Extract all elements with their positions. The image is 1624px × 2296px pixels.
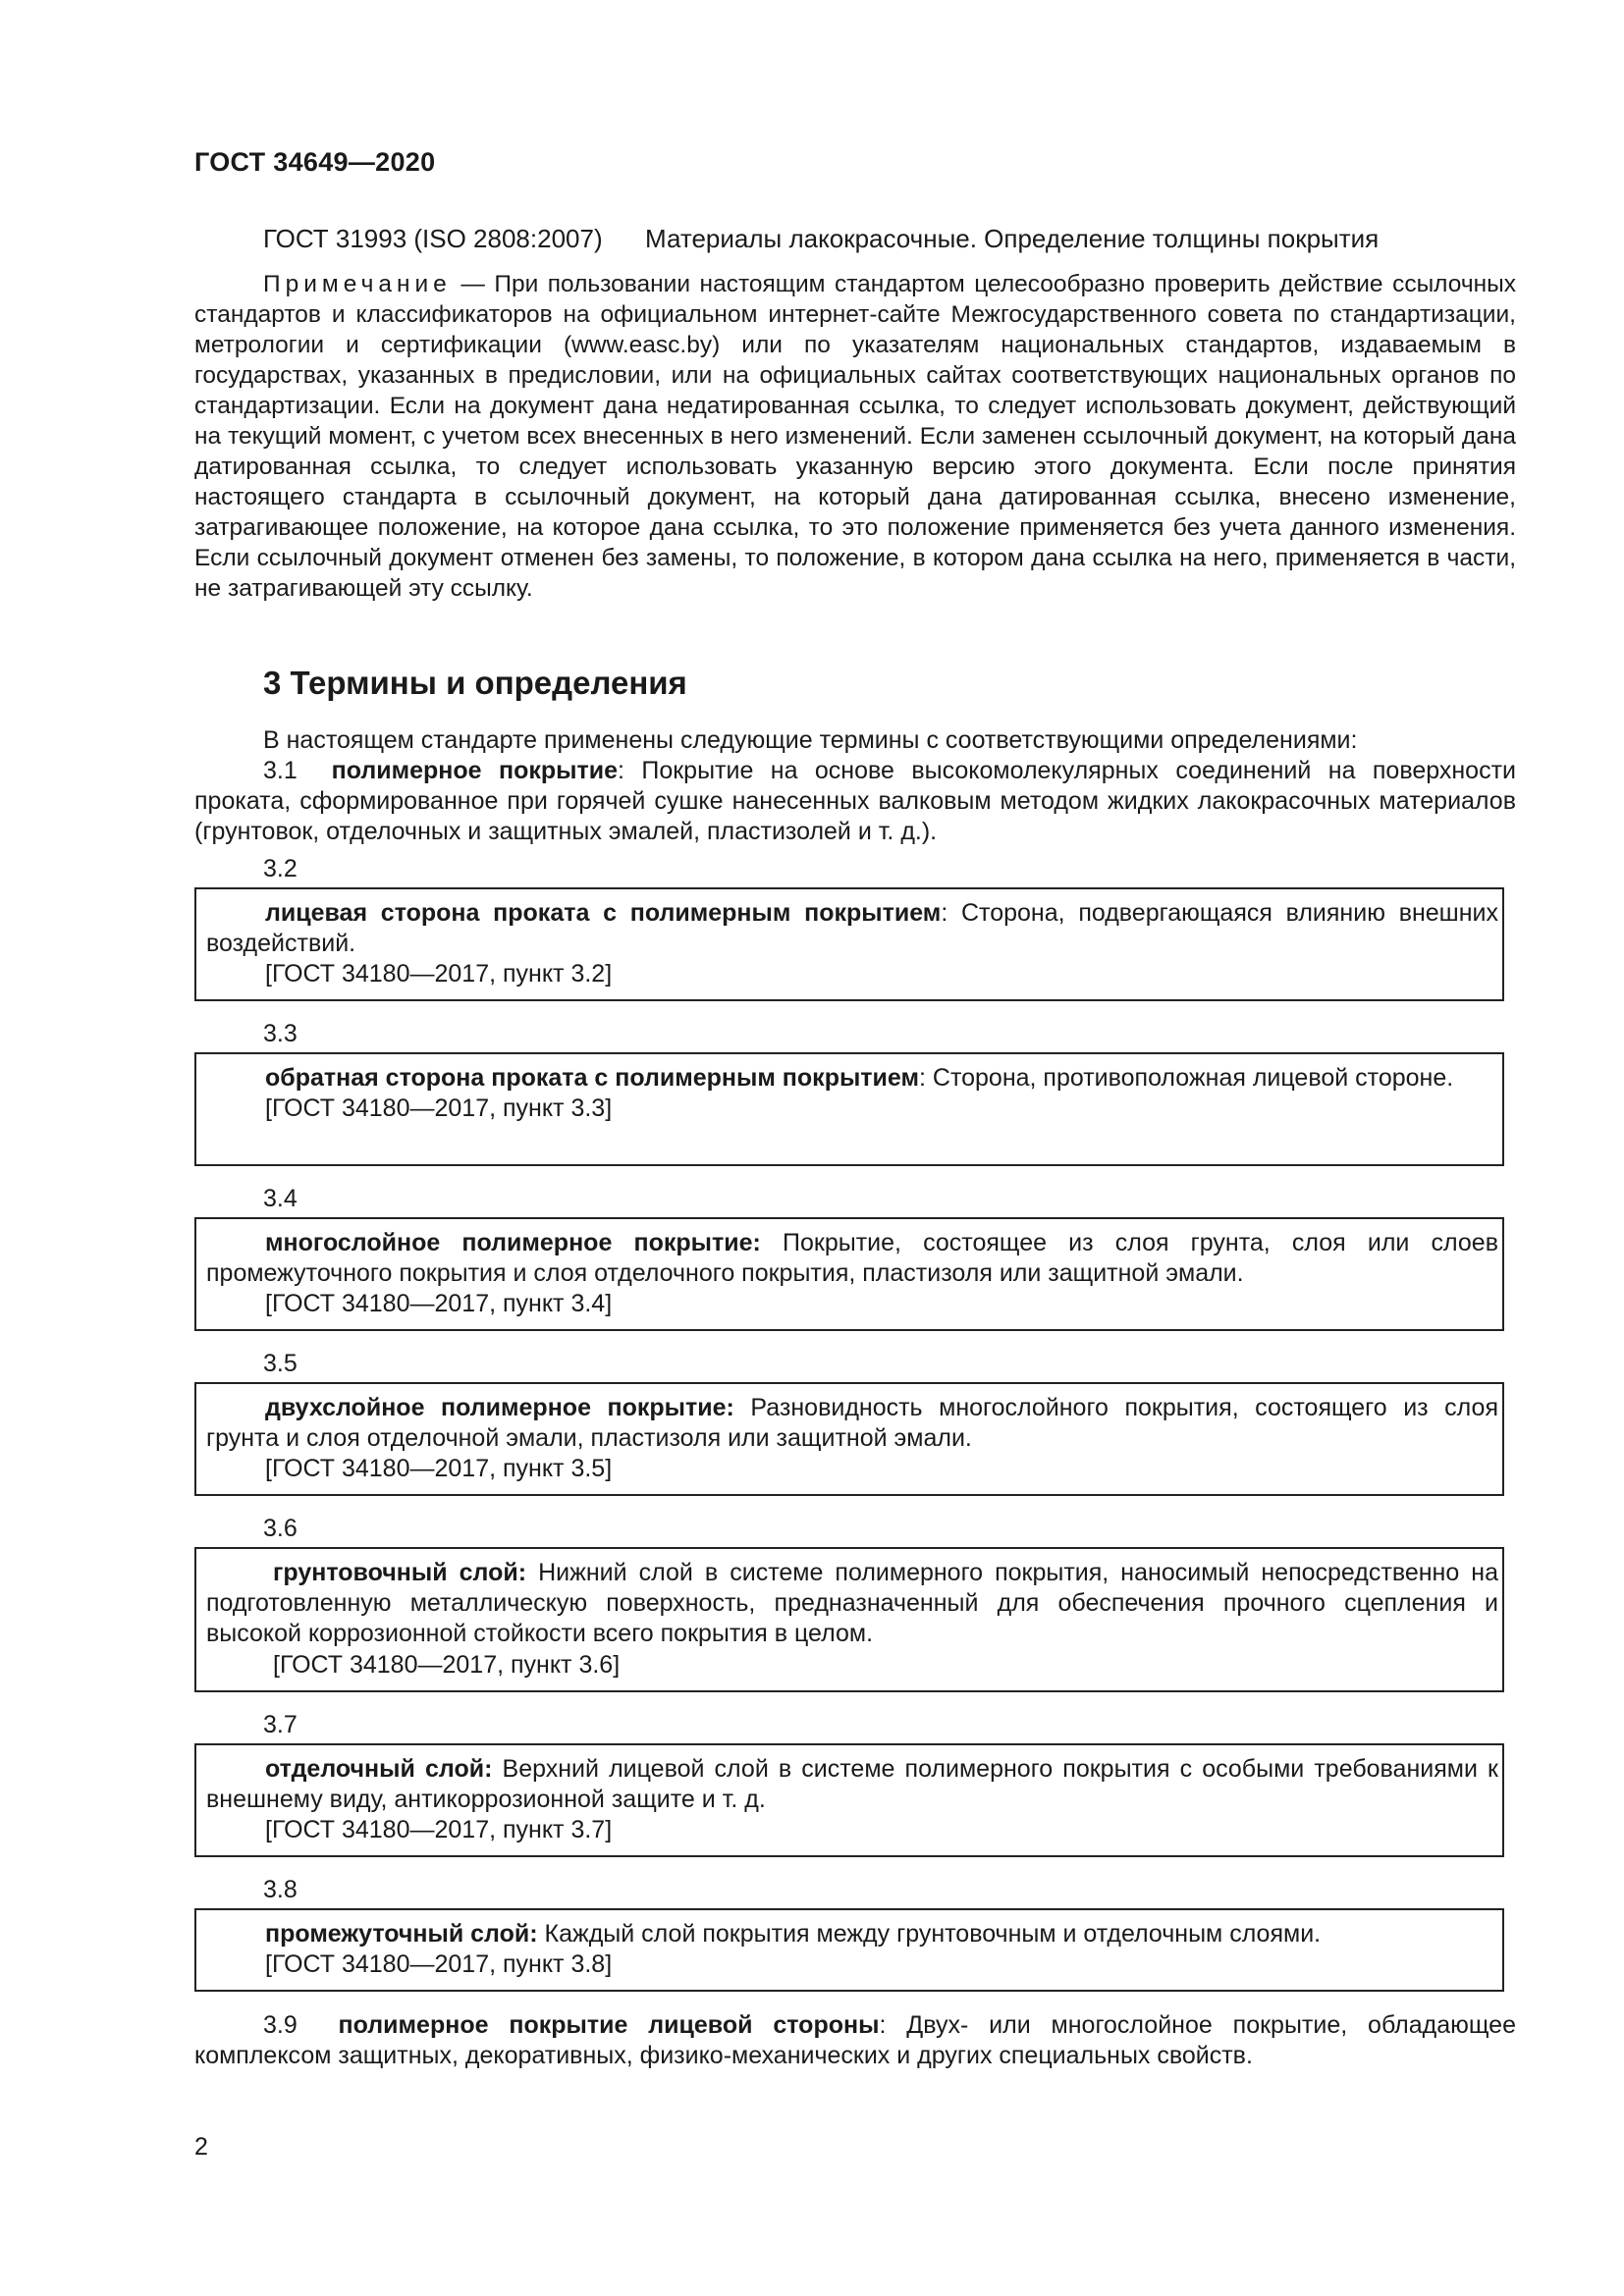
term-number: 3.4 (263, 1185, 298, 1212)
term-definition: : Сторона, подвергающаяся влиянию внешних воздействий. (206, 899, 1499, 958)
term-number: 3.6 (263, 1515, 298, 1542)
term-source: [ГОСТ 34180—2017, пункт 3.2] (265, 960, 613, 988)
term-box-3-2 (194, 887, 1504, 1001)
term-source: [ГОСТ 34180—2017, пункт 3.8] (265, 1950, 613, 1979)
term-name: многослойное полимерное покрытие: (265, 1229, 761, 1256)
term-number: 3.8 (263, 1876, 298, 1903)
term-source: [ГОСТ 34180—2017, пункт 3.4] (265, 1290, 613, 1318)
page-number: 2 (194, 2133, 208, 2161)
term-number: 3.1 (263, 757, 298, 784)
term-box-3-6 (194, 1547, 1504, 1692)
term-number: 3.2 (263, 855, 298, 882)
term-3-1 (194, 756, 1516, 848)
reference-title: Материалы лакокрасочные. Определение толщины покрытия (645, 224, 1380, 253)
term-box-3-8 (194, 1908, 1504, 1992)
term-name: полимерное покрытие (331, 757, 618, 784)
term-definition: Покрытие, состоящее из слоя грунта, слоя или слоев промежуточного покрытия и слоя отделочного покрытия, пластизоля или защитной эмали. (206, 1229, 1498, 1288)
term-name: полимерное покрытие лицевой стороны (338, 2011, 880, 2039)
term-number: 3.5 (263, 1350, 298, 1377)
term-box-3-4 (194, 1217, 1504, 1331)
term-name: двухслойное полимерное покрытие: (265, 1394, 734, 1421)
term-box-3-3 (194, 1052, 1504, 1166)
term-name: отделочный слой: (265, 1755, 493, 1783)
term-definition: Верхний лицевой слой в системе полимерного покрытия с особыми требованиями к внешнему виду, антикоррозионной защите и т. д. (206, 1755, 1498, 1814)
section-intro: В настоящем стандарте применены следующие термины с соответствующими определениями: (263, 726, 1358, 754)
reference-code: ГОСТ 31993 (ISO 2808:2007) (263, 224, 603, 253)
term-definition: Нижний слой в системе полимерного покрытия, наносимый непосредственно на подготовленную металлическую поверхность, предназначенный для обеспечения прочного сцепления и высокой коррозионной стойкости всего покрытия в целом. (206, 1559, 1498, 1648)
term-definition: : Сторона, противоположная лицевой стороне. (919, 1064, 1454, 1092)
term-definition: : Двух- или многослойное покрытие, обладающее комплексом защитных, декоративных, физико-механических и других специальных свойств. (194, 2011, 1516, 2070)
term-number: 3.3 (263, 1020, 298, 1047)
term-name: промежуточный слой: (265, 1920, 538, 1948)
term-name: обратная сторона проката с полимерным покрытием (265, 1064, 919, 1092)
term-definition: : Покрытие на основе высокомолекулярных соединений на поверхности проката, сформированное при горячей сушке нанесенных валковым методом жидких лакокрасочных материалов (грунтовок, отделочных и защитных эмалей, пластизолей и т. д.). (194, 757, 1516, 846)
note-label: Примечание (263, 271, 452, 297)
note-paragraph (194, 269, 1516, 604)
term-box-3-5 (194, 1382, 1504, 1496)
term-source: [ГОСТ 34180—2017, пункт 3.7] (265, 1816, 613, 1844)
term-3-9 (194, 2010, 1516, 2071)
note-text: — При пользовании настоящим стандартом целесообразно проверить действие ссылочных стандартов и классификаторов на официальном интернет-сайте Межгосударственного совета по стандартизации, метрологии и сертификации (www.easc.by) или по указателям национальных стандартов, издаваемым в государствах, указанных в предисловии, или на официальных сайтах соответствующих национальных органов по стандартизации. Если на документ дана недатированная ссылка, то следует использовать документ, действующий на текущий момент, с учетом всех внесенных в него изменений. Если заменен ссылочный документ, на который дана датированная ссылка, то следует использовать указанную версию этого документа. Если после принятия настоящего стандарта в ссылочный документ, на который дана датированная ссылка, внесено изменение, затрагивающее положение, на которое дана ссылка, то это положение применяется без учета данного изменения. Если ссылочный документ отменен без замены, то положение, в котором дана ссылка на него, применяется в части, не затрагивающей эту ссылку. (194, 271, 1516, 602)
term-source: [ГОСТ 34180—2017, пункт 3.6] (273, 1650, 621, 1679)
section-title: 3 Термины и определения (263, 665, 687, 701)
term-number: 3.9 (263, 2011, 298, 2039)
term-definition: Разновидность многослойного покрытия, состоящего из слоя грунта и слоя отделочной эмали, пластизоля или защитной эмали. (206, 1394, 1498, 1453)
term-box-3-7 (194, 1743, 1504, 1857)
term-definition: Каждый слой покрытия между грунтовочным и отделочным слоями. (537, 1920, 1322, 1948)
term-name: лицевая сторона проката с полимерным покрытием (265, 899, 942, 927)
term-source: [ГОСТ 34180—2017, пункт 3.5] (265, 1455, 613, 1483)
term-number: 3.7 (263, 1711, 298, 1738)
term-name: грунтовочный слой: (273, 1559, 527, 1586)
document-header: ГОСТ 34649—2020 (194, 147, 436, 177)
term-source: [ГОСТ 34180—2017, пункт 3.3] (265, 1095, 613, 1123)
normative-reference (263, 224, 1379, 254)
